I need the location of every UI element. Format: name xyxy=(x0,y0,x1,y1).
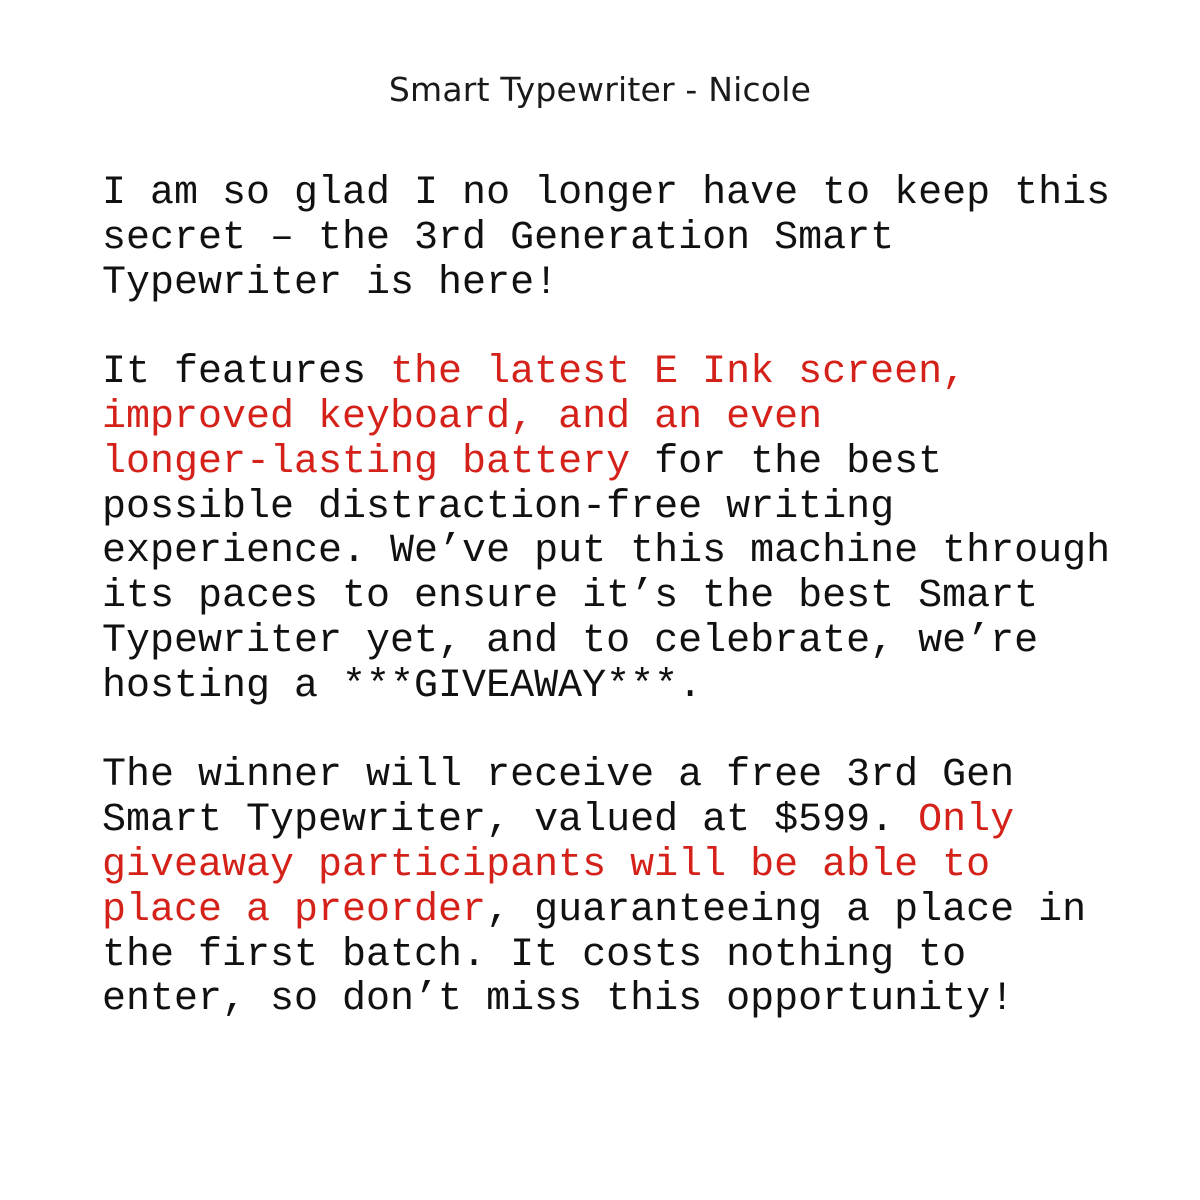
paragraph-giveaway-rest: , guaranteeing a place in the first batch. It costs nothing to enter, so don’t miss this opportunity! xyxy=(102,887,1087,1023)
paragraph-features-rest: for the best possible distraction-free writing experience. We’ve put this machine through its paces to ensure it’s the best Smart Typewriter yet, and to celebrate, we’re hosting a ***GIVEAWAY***. xyxy=(102,439,1111,709)
paragraph-giveaway-highlight: Only giveaway participants will be able to place a preorder xyxy=(102,798,1015,933)
paragraph-features-intro: It features xyxy=(102,350,391,396)
paragraph-announcement xyxy=(102,172,1162,306)
document-title: Smart Typewriter - Nicole xyxy=(388,70,812,109)
paragraph-giveaway xyxy=(102,754,1162,1023)
paragraph-spacer xyxy=(102,710,1162,755)
paragraph-spacer xyxy=(102,306,1162,351)
paragraph-announcement-text: I am so glad I no longer have to keep this secret – the 3rd Generation Smart Typewriter is here! xyxy=(102,171,1111,306)
document-body xyxy=(102,172,1162,1023)
paragraph-features-highlight: the latest E Ink screen, improved keyboard, and an even longer-lasting battery xyxy=(102,350,967,485)
paragraph-giveaway-intro: The winner will receive a free 3rd Gen Smart Typewriter, valued at $599. xyxy=(102,753,1015,844)
paragraph-features xyxy=(102,351,1162,709)
